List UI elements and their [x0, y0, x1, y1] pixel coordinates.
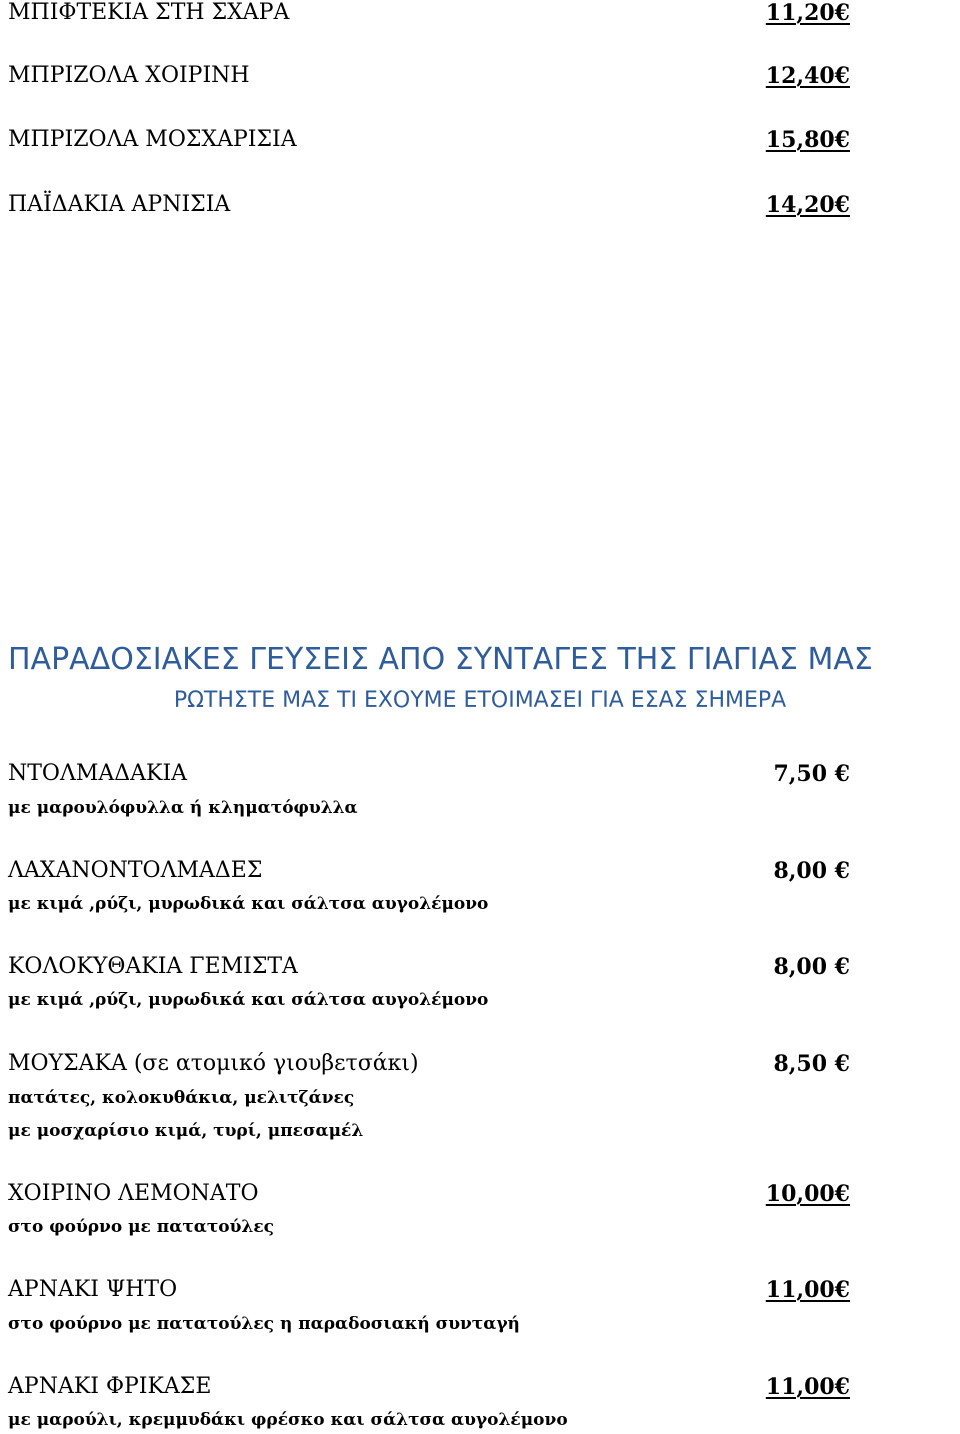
item-price: 8,00 €: [773, 858, 850, 884]
item-name: ΠΑΪΔΑΚΙΑ ΑΡΝΙΣΙΑ: [8, 192, 231, 217]
item-price: 15,80€: [765, 127, 850, 153]
item-description: πατάτες, κολοκυθάκια, μελιτζάνες: [8, 1088, 355, 1108]
item-price: 11,20€: [765, 0, 850, 26]
section-title: ΠΑΡΑΔΟΣΙΑΚΕΣ ΓΕΥΣΕΙΣ ΑΠΟ ΣΥΝΤΑΓΕΣ ΤΗΣ ΓΙΑΓΙΑΣ ΜΑΣ: [8, 642, 873, 677]
item-name: ΧΟΙΡΙΝΟ ΛΕΜΟΝΑΤΟ: [8, 1181, 259, 1206]
item-name: ΚΟΛΟΚΥΘΑΚΙΑ ΓΕΜΙΣΤΑ: [8, 954, 298, 979]
item-name: ΛΑΧΑΝΟΝΤΟΛΜΑΔΕΣ: [8, 858, 263, 883]
item-name: ΑΡΝΑΚΙ ΦΡΙΚΑΣΕ: [8, 1374, 212, 1399]
item-price: 14,20€: [765, 192, 850, 218]
item-price: 8,50 €: [773, 1051, 850, 1077]
item-name: ΜΠΙΦΤΕΚΙΑ ΣΤΗ ΣΧΑΡΑ: [8, 0, 290, 25]
item-description: με κιμά ,ρύζι, μυρωδικά και σάλτσα αυγολέμονο: [8, 990, 489, 1010]
item-description: με μαρούλι, κρεμμυδάκι φρέσκο και σάλτσα αυγολέμονο: [8, 1410, 568, 1430]
item-name: ΜΠΡΙΖΟΛΑ ΧΟΙΡΙΝΗ: [8, 63, 250, 88]
item-description: στο φούρνο με πατατούλες η παραδοσιακή συνταγή: [8, 1314, 520, 1334]
item-name: ΑΡΝΑΚΙ ΨΗΤΟ: [8, 1277, 178, 1302]
item-name: ΜΟΥΣΑΚΑ (σε ατομικό γιουβετσάκι): [8, 1051, 419, 1076]
item-price: 11,00€: [765, 1374, 850, 1400]
item-name: ΝΤΟΛΜΑΔΑΚΙΑ: [8, 761, 188, 786]
item-price: 7,50 €: [773, 761, 850, 787]
item-description: με μοσχαρίσιο κιμά, τυρί, μπεσαμέλ: [8, 1121, 364, 1141]
item-price: 10,00€: [765, 1181, 850, 1207]
item-name: ΜΠΡΙΖΟΛΑ ΜΟΣΧΑΡΙΣΙΑ: [8, 127, 297, 152]
section-subtitle: ΡΩΤΗΣΤΕ ΜΑΣ ΤΙ ΕΧΟΥΜΕ ΕΤΟΙΜΑΣΕΙ ΓΙΑ ΕΣΑΣ ΣΗΜΕΡΑ: [173, 688, 787, 713]
item-description: στο φούρνο με πατατούλες: [8, 1217, 275, 1237]
item-price: 11,00€: [765, 1277, 850, 1303]
item-price: 8,00 €: [773, 954, 850, 980]
item-description: με μαρουλόφυλλα ή κληματόφυλλα: [8, 798, 358, 818]
item-price: 12,40€: [765, 63, 850, 89]
item-description: με κιμά ,ρύζι, μυρωδικά και σάλτσα αυγολέμονο: [8, 894, 489, 914]
